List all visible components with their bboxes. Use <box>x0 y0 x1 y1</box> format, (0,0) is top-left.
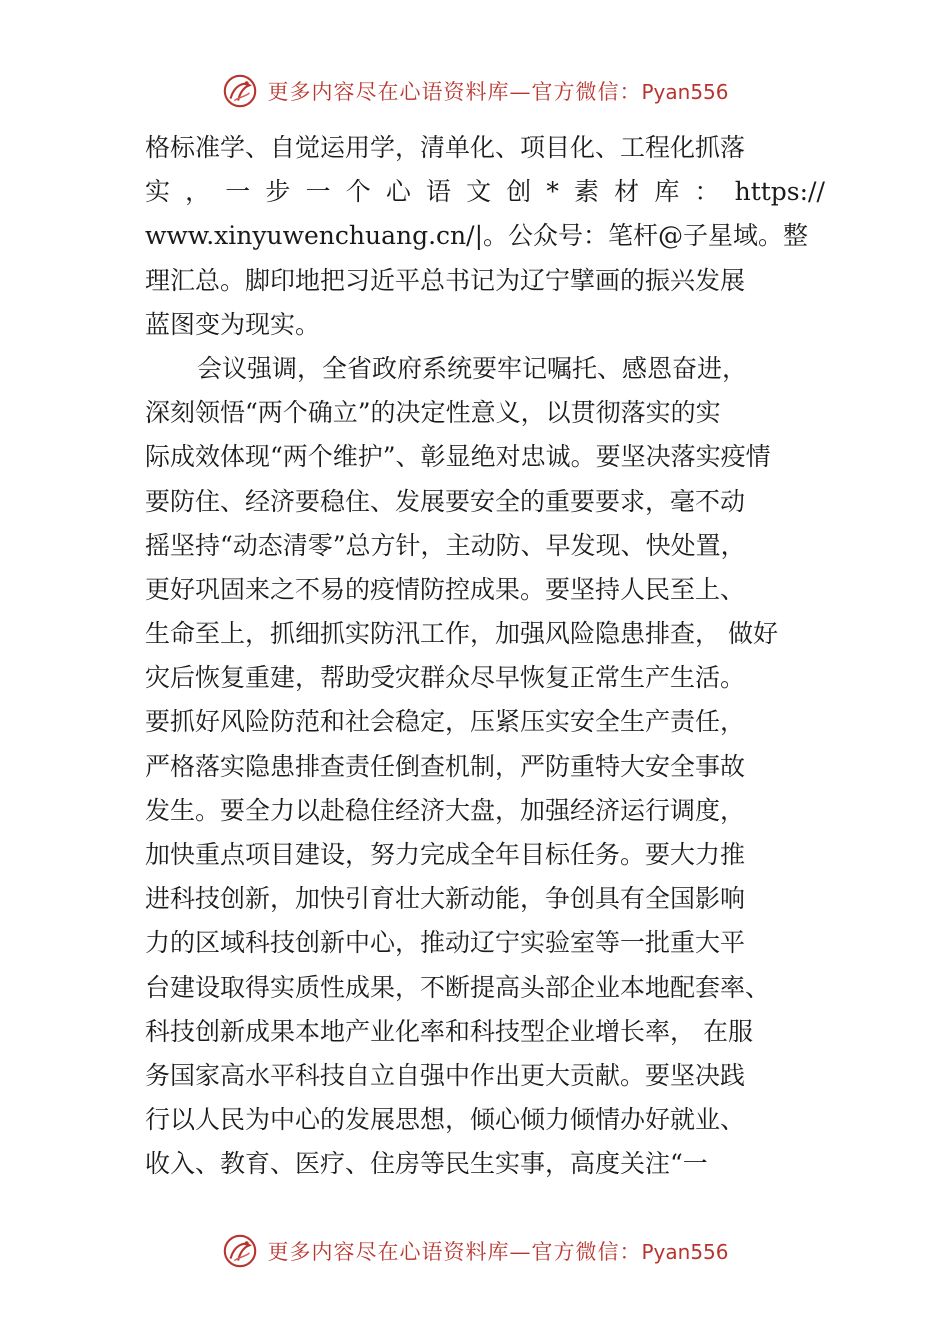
p1-line-2-char: 个 <box>345 177 371 207</box>
p2-line: 深刻领悟“两个确立”的决定性意义，以贯彻落实的实 <box>145 398 721 428</box>
p1-line-5: 蓝图变为现实。 <box>145 309 321 339</box>
footer-watermark-banner <box>0 1232 950 1270</box>
swirl-logo-icon <box>221 1232 259 1270</box>
p2-line: 更好巩固来之不易的疫情防控成果。要坚持人民至上、 <box>145 574 746 604</box>
footer-banner-text: 更多内容尽在心语资料库—官方微信： <box>267 1240 642 1264</box>
p1-line-1: 格标准学、自觉运用学，清单化、项目化、工程化抓落 <box>145 133 746 162</box>
p1-line-2 <box>145 170 825 214</box>
p1-line-2-char: 一 <box>225 177 251 207</box>
footer-banner-id: Pyan556 <box>641 1240 729 1264</box>
p1-line-2-char: 材 <box>614 177 640 207</box>
p2-line: 科技创新成果本地产业化率和科技型企业增长率， 在服 <box>145 1016 753 1046</box>
p1-line-2-char: 心 <box>385 177 411 207</box>
p1-line-2-char: 步 <box>265 177 291 207</box>
header-banner-id: Pyan556 <box>641 80 729 104</box>
header-watermark-banner <box>0 72 950 110</box>
p2-line: 发生。要全力以赴稳住经济大盘，加强经济运行调度， <box>145 795 746 825</box>
p2-line: 要抓好风险防范和社会稳定，压紧压实安全生产责任， <box>145 707 746 737</box>
p1-line-2-char: 实 <box>145 177 171 207</box>
p1-line-2-char: 一 <box>305 177 331 207</box>
p2-line: 台建设取得实质性成果，不断提高头部企业本地配套率、 <box>145 972 771 1002</box>
header-banner-text: 更多内容尽在心语资料库—官方微信： <box>267 80 642 104</box>
p2-line: 力的区域科技创新中心，推动辽宁实验室等一批重大平 <box>145 928 746 958</box>
p1-line-4: 理汇总。脚印地把习近平总书记为辽宁擘画的振兴发展 <box>145 265 746 295</box>
p1-line-2-char: ， <box>185 177 211 207</box>
p1-line-2-char: 创 <box>506 177 532 207</box>
p2-line: 收入、教育、医疗、住房等民生实事，高度关注“一 <box>145 1149 708 1179</box>
p1-line-3: www.xinyuwenchuang.cn/|。公众号：笔杆@子星域。整 <box>145 221 809 251</box>
p2-line: 摇坚持“动态清零”总方针，主动防、早发现、快处置， <box>145 530 746 560</box>
p1-line-2-char: 素 <box>574 177 600 207</box>
p2-line: 际成效体现“两个维护”、彰显绝对忠诚。要坚决落实疫情 <box>145 442 771 472</box>
p1-line-2-char: 语 <box>425 177 451 207</box>
p2-line: 务国家高水平科技自立自强中作出更大贡献。要坚决践 <box>145 1060 746 1090</box>
p2-line: 行以人民为中心的发展思想，倾心倾力倾情办好就业、 <box>145 1105 746 1135</box>
p1-line-2-char: 文 <box>466 177 492 207</box>
p2-line: 会议强调，全省政府系统要牢记嘱托、感恩奋进， <box>197 353 748 383</box>
p1-line-2-char: https:// <box>734 177 825 207</box>
p2-line: 生命至上，抓细抓实防汛工作，加强风险隐患排查， 做好 <box>145 619 778 649</box>
p2-line: 严格落实隐患排查责任倒查机制，严防重特大安全事故 <box>145 751 746 781</box>
p1-line-2-char: * <box>546 177 559 207</box>
p2-line: 要防住、经济要稳住、发展要安全的重要要求，毫不动 <box>145 486 746 516</box>
p2-line: 加快重点项目建设，努力完成全年目标任务。要大力推 <box>145 840 746 869</box>
p1-line-2-char: ： <box>694 177 720 207</box>
swirl-logo-icon <box>221 72 259 110</box>
p1-line-2-char: 库 <box>654 177 680 207</box>
document-body <box>145 126 825 1187</box>
p2-line: 灾后恢复重建，帮助受灾群众尽早恢复正常生产生活。 <box>145 663 746 693</box>
p2-line: 进科技创新，加快引育壮大新动能，争创具有全国影响 <box>145 884 746 914</box>
